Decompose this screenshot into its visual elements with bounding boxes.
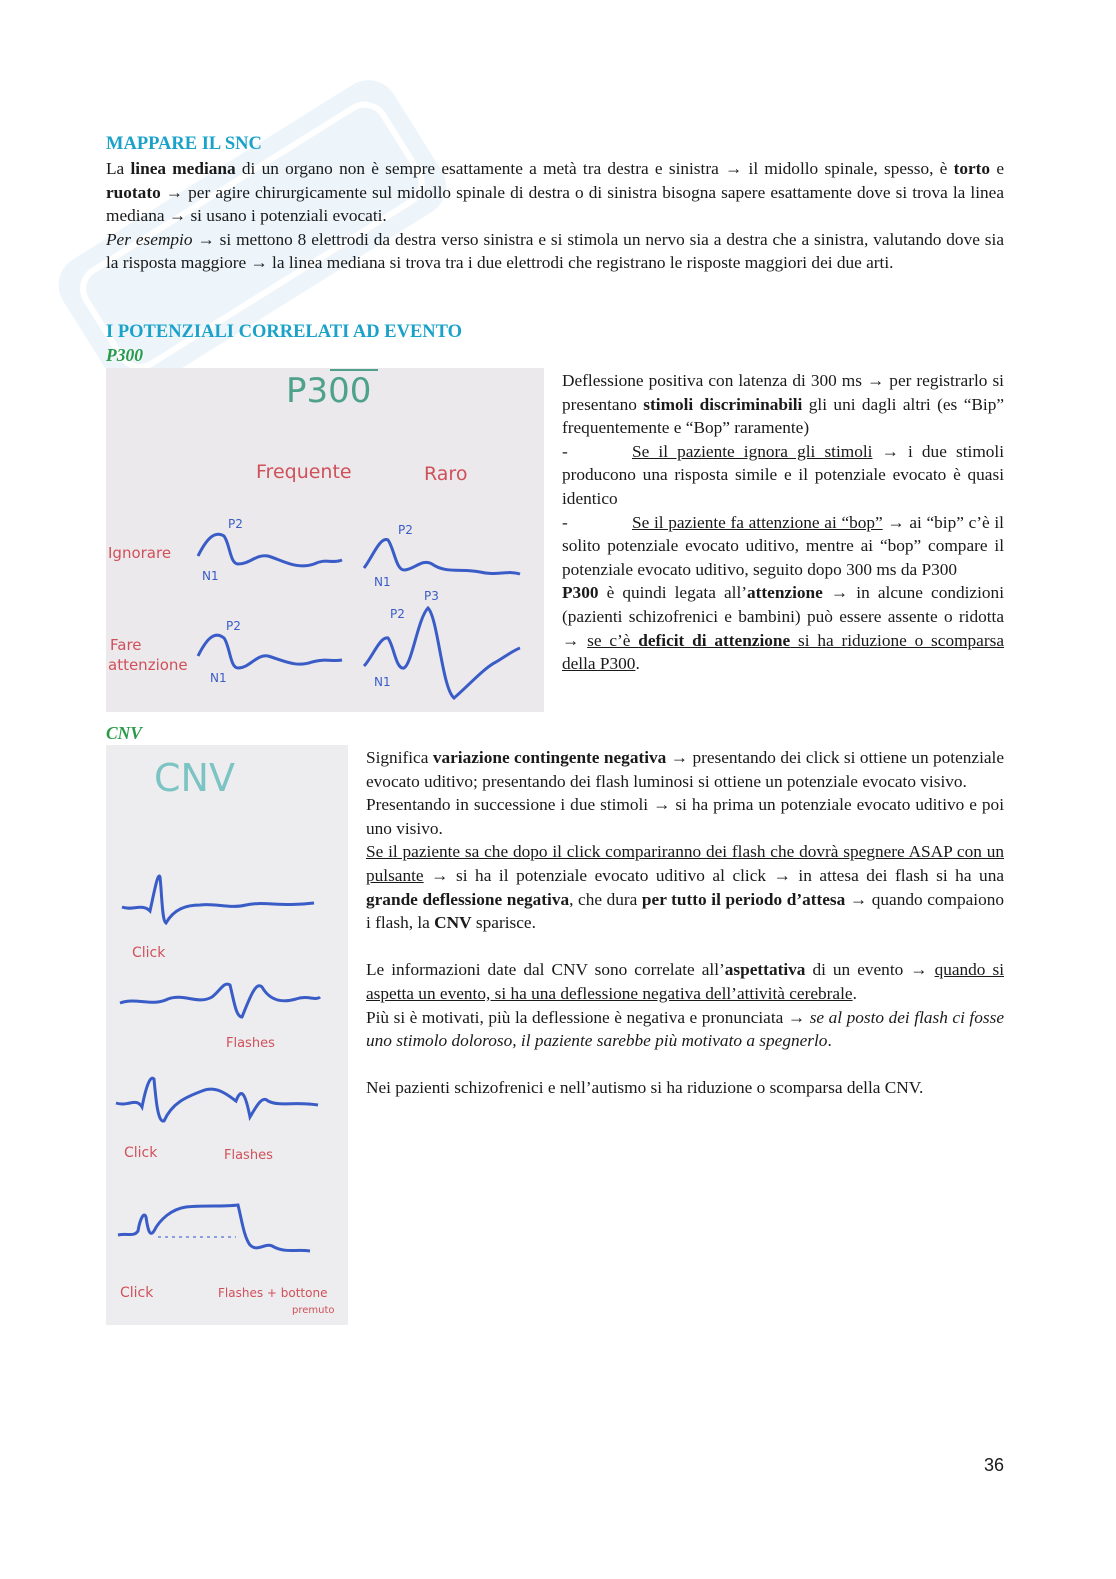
p300-fig-col2: Raro [424,463,468,485]
cnv-label-premuto: premuto [292,1305,335,1316]
label-p2-2: P2 [398,523,413,537]
cnv-label-flashes-2: Flashes [224,1148,273,1163]
cnv-label-flashes-3: Flashes + bottone [218,1286,328,1300]
label-p2-3: P2 [226,619,241,633]
label-n1-4: N1 [374,675,391,689]
cnv-label-flashes-1: Flashes [226,1036,275,1051]
p300-figure [106,368,544,712]
paragraph-linea-mediana: La linea mediana di un organo non è sempre esattamente a metà tra destra e sinistra → il midollo spinale, spesso, è torto e ruotato → per agire chirurgicamente sul midollo spinale di destra o di sinistra bisogna sapere esattamente dove si trova la linea mediana → si usano i potenziali evocati. Per esempio → si mettono 8 elettrodi da destra verso sinistra e si stimola un nervo sia a destra che a sinistra, valutando dove sia la risposta maggiore → la linea mediana si trova tra i due elettrodi che registrano le risposte maggiori dei due arti. [106,159,1005,273]
section-title-potenziali: I POTENZIALI CORRELATI AD EVENTO [106,322,463,342]
label-n1-3: N1 [210,671,227,685]
p300-fig-col1: Frequente [256,461,352,483]
label-p2-1: P2 [228,517,243,531]
subtitle-p300: P300 [106,345,143,365]
p300-text: Deflessione positiva con latenza di 300 ms → per registrarlo si presentano stimoli discriminabili gli uni dagli altri (es “Bip” frequentemente e “Bop” raramente) - Se il paziente ignora gli stimoli → i due stimoli producono una risposta simile e il potenziale evocato è quasi identico - Se il paziente fa attenzione ai “bop” → ai “bip” c’è il solito potenziale evocato uditivo, mentre ai “bop” compare il potenziale evocato uditivo, seguito dopo 300 ms da P300 P300 è quindi legata all’attenzione → in alcune condizioni (pazienti schizofrenici e bambini) può essere assente o ridotta → se c’è deficit di attenzione si ha riduzione o scomparsa della P300. [562,371,1004,674]
cnv-label-click-2: Click [124,1145,158,1161]
p300-fig-title: P300 [286,371,372,411]
p300-fig-row2b: attenzione [108,656,188,674]
p300-fig-row2a: Fare [110,636,142,654]
subtitle-cnv: CNV [106,723,142,743]
page-number: 36 [983,1455,1004,1475]
p300-drawing [106,368,544,712]
cnv-fig-title: CNV [154,756,235,800]
section-title-mappare: MAPPARE IL SNC [106,134,262,154]
p300-fig-row1: Ignorare [108,544,172,562]
label-n1-1: N1 [202,569,219,583]
cnv-drawing [106,745,348,1325]
cnv-label-click-3: Click [120,1285,154,1301]
label-n1-2: N1 [374,575,391,589]
cnv-label-click-1: Click [132,945,166,961]
label-p3: P3 [424,589,439,603]
cnv-figure [106,745,348,1325]
label-p2-4: P2 [390,607,405,621]
cnv-text: Significa variazione contingente negativa → presentando dei click si ottiene un potenziale evocato uditivo; presentando dei flash luminosi si ottiene un potenziale evocato visivo. Presentando in successione i due stimoli → si ha prima un potenziale evocato uditivo e poi uno visivo. Se il paziente sa che dopo il click compariranno dei flash che dovrà spegnere ASAP con un pulsante → si ha il potenziale evocato uditivo al click → in attesa dei flash si ha una grande deflessione negativa, che dura per tutto il periodo d’attesa → quando compaiono i flash, la CNV sparisce. Le informazioni date dal CNV sono correlate all’aspettativa di un evento → quando si aspetta un evento, si ha una deflessione negativa dell’attività cerebrale. Più si è motivati, più la deflessione è negativa e pronunciata → se al posto dei flash ci fosse uno stimolo doloroso, il paziente sarebbe più motivato a spegnerlo. Nei pazienti schizofrenici e nell’autismo si ha riduzione o scomparsa della CNV. [366,748,1005,1098]
